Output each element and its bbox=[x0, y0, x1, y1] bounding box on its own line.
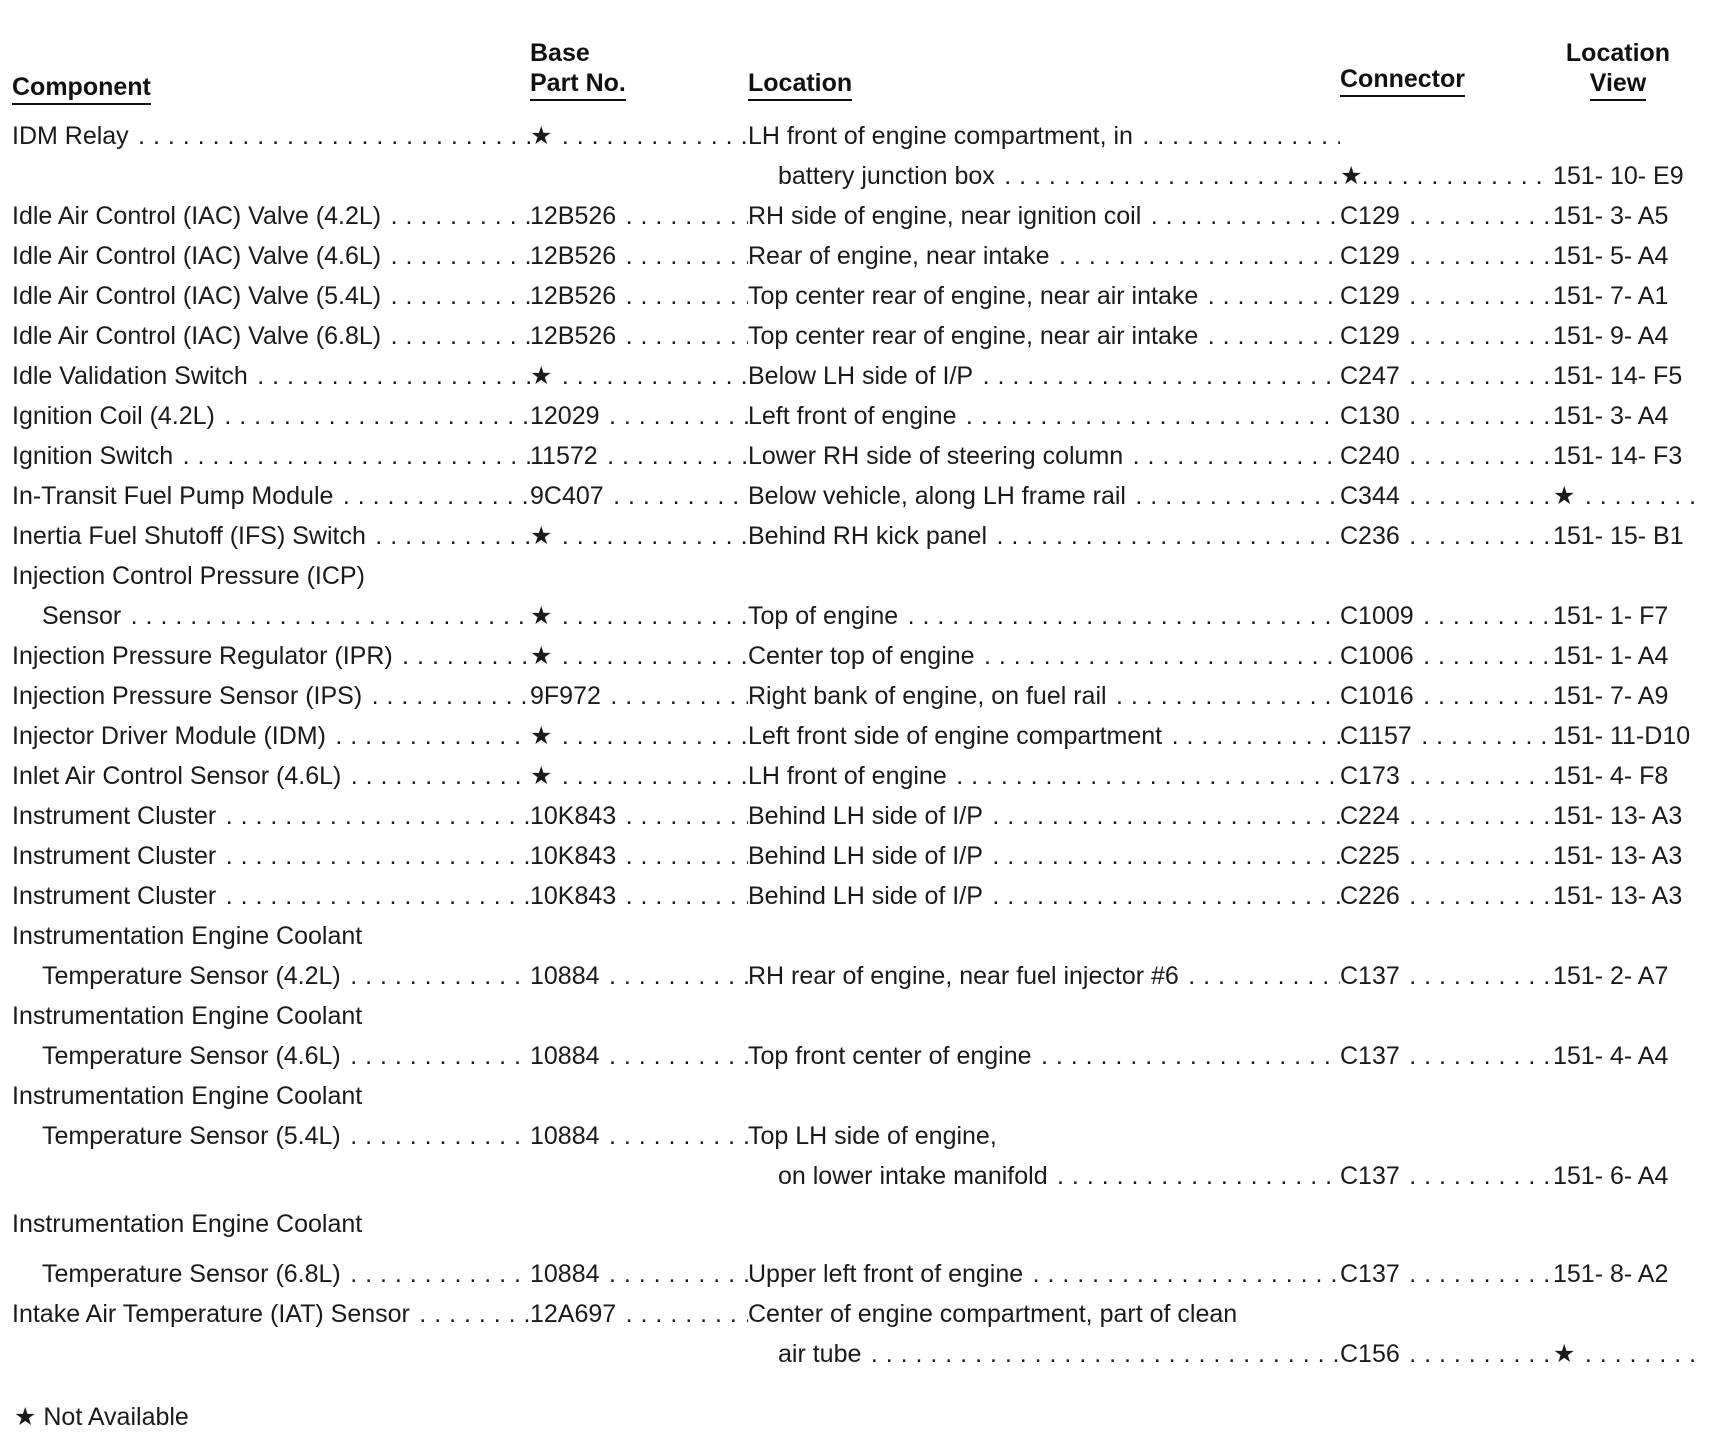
location-cell bbox=[748, 476, 1340, 516]
component-cell-text: Instrument Cluster bbox=[12, 842, 217, 870]
connector-cell-text: C226 bbox=[1340, 882, 1400, 910]
part-number-cell-text: ★ bbox=[530, 642, 553, 670]
location-cell bbox=[748, 1254, 1340, 1294]
table-row bbox=[0, 556, 1710, 596]
location-cell bbox=[748, 1156, 1370, 1196]
location-view-cell-text: 151- 13- A3 bbox=[1553, 842, 1683, 870]
component-cell bbox=[12, 436, 530, 476]
table-row bbox=[0, 1294, 1710, 1334]
part-number-cell-text: 10K843 bbox=[530, 842, 617, 870]
part-number-cell bbox=[530, 516, 748, 556]
location-view-cell bbox=[1553, 196, 1703, 236]
component-cell bbox=[12, 1254, 560, 1294]
header-part-line1: Base bbox=[530, 39, 590, 67]
location-cell bbox=[748, 156, 1370, 196]
location-cell bbox=[748, 516, 1340, 556]
part-number-cell bbox=[530, 476, 748, 516]
connector-cell-text: C240 bbox=[1340, 442, 1400, 470]
component-cell-text: Temperature Sensor (6.8L) bbox=[42, 1260, 341, 1288]
connector-cell bbox=[1340, 836, 1548, 876]
table-row bbox=[0, 596, 1710, 636]
connector-cell-text: C129 bbox=[1340, 202, 1400, 230]
table-row bbox=[0, 716, 1710, 756]
component-cell-text: Instrumentation Engine Coolant bbox=[12, 1082, 363, 1110]
location-view-cell-text: 151- 3- A4 bbox=[1553, 402, 1669, 430]
location-view-cell-text: 151- 4- F8 bbox=[1553, 762, 1669, 790]
table-row bbox=[0, 996, 1710, 1036]
part-number-cell bbox=[530, 756, 748, 796]
component-cell bbox=[12, 316, 530, 356]
part-number-cell bbox=[530, 196, 748, 236]
part-number-cell-text: ★ bbox=[530, 762, 553, 790]
component-cell bbox=[12, 956, 560, 996]
connector-cell-text: C137 bbox=[1340, 1042, 1400, 1070]
location-cell bbox=[748, 756, 1340, 796]
table-row bbox=[0, 796, 1710, 836]
table-row bbox=[0, 156, 1710, 196]
component-cell-text: Temperature Sensor (4.2L) bbox=[42, 962, 341, 990]
location-cell-text: Behind LH side of I/P bbox=[748, 842, 983, 870]
connector-cell bbox=[1340, 756, 1548, 796]
location-view-cell bbox=[1553, 636, 1703, 676]
part-number-cell bbox=[530, 676, 748, 716]
component-cell bbox=[12, 876, 530, 916]
component-cell-text: Inlet Air Control Sensor (4.6L) bbox=[12, 762, 342, 790]
location-cell bbox=[748, 596, 1340, 636]
location-cell-text: Behind RH kick panel bbox=[748, 522, 988, 550]
location-cell bbox=[748, 836, 1340, 876]
location-cell bbox=[748, 636, 1340, 676]
table-row bbox=[0, 276, 1710, 316]
part-number-cell-text: 9C407 bbox=[530, 482, 604, 510]
component-cell bbox=[12, 716, 530, 756]
component-cell-text: Instrument Cluster bbox=[12, 802, 217, 830]
connector-cell-text: C129 bbox=[1340, 242, 1400, 270]
connector-cell-text: C247 bbox=[1340, 362, 1400, 390]
location-cell bbox=[748, 1294, 1340, 1334]
part-number-cell-text: 12029 bbox=[530, 402, 600, 430]
component-cell bbox=[12, 356, 530, 396]
part-number-cell bbox=[530, 1294, 748, 1334]
location-view-cell-text: 151- 14- F5 bbox=[1553, 362, 1683, 390]
location-cell-text: Behind LH side of I/P bbox=[748, 882, 983, 910]
location-cell bbox=[748, 876, 1340, 916]
connector-cell bbox=[1340, 196, 1548, 236]
component-cell bbox=[12, 276, 530, 316]
part-number-cell-text: 9F972 bbox=[530, 682, 601, 710]
location-view-cell-text: ★ bbox=[1553, 482, 1576, 510]
location-cell bbox=[748, 1116, 1340, 1156]
connector-cell bbox=[1340, 1334, 1548, 1374]
table-row bbox=[0, 1036, 1710, 1076]
location-view-cell-text: 151- 7- A1 bbox=[1553, 282, 1669, 310]
location-view-cell bbox=[1553, 236, 1703, 276]
connector-cell bbox=[1340, 156, 1548, 196]
location-view-cell bbox=[1553, 1036, 1703, 1076]
component-cell bbox=[12, 556, 530, 596]
component-cell bbox=[12, 756, 530, 796]
component-cell bbox=[12, 916, 530, 956]
part-number-cell-text: 10884 bbox=[530, 962, 600, 990]
connector-cell bbox=[1340, 316, 1548, 356]
part-number-cell-text: 10884 bbox=[530, 1122, 600, 1150]
part-number-cell bbox=[530, 116, 748, 156]
table-row bbox=[0, 396, 1710, 436]
table-row bbox=[0, 476, 1710, 516]
location-view-cell bbox=[1553, 796, 1703, 836]
component-cell bbox=[12, 116, 530, 156]
part-number-cell-text: 12A697 bbox=[530, 1300, 617, 1328]
location-view-cell bbox=[1553, 436, 1703, 476]
location-view-cell-text: 151- 14- F3 bbox=[1553, 442, 1683, 470]
location-view-cell bbox=[1553, 316, 1703, 356]
component-cell-text: Inertia Fuel Shutoff (IFS) Switch bbox=[12, 522, 366, 550]
connector-cell bbox=[1340, 676, 1548, 716]
part-number-cell bbox=[530, 436, 748, 476]
location-cell-text: LH front of engine bbox=[748, 762, 947, 790]
location-view-cell-text: 151- 5- A4 bbox=[1553, 242, 1669, 270]
part-number-cell bbox=[530, 596, 748, 636]
connector-cell-text: C1016 bbox=[1340, 682, 1414, 710]
connector-cell-text: C156 bbox=[1340, 1340, 1400, 1368]
component-cell bbox=[12, 996, 530, 1036]
location-cell-text: Right bank of engine, on fuel rail bbox=[748, 682, 1107, 710]
location-view-cell-text: 151- 11-D10 bbox=[1553, 722, 1691, 750]
connector-cell-text: C344 bbox=[1340, 482, 1400, 510]
location-cell bbox=[748, 316, 1340, 356]
part-number-cell-text: ★ bbox=[530, 722, 553, 750]
component-cell bbox=[12, 676, 530, 716]
component-cell bbox=[12, 1076, 530, 1116]
location-cell bbox=[748, 116, 1340, 156]
location-cell bbox=[748, 396, 1340, 436]
location-view-cell bbox=[1553, 836, 1703, 876]
table-row bbox=[0, 916, 1710, 956]
part-number-cell bbox=[530, 316, 748, 356]
component-cell-text: Idle Validation Switch bbox=[12, 362, 248, 390]
part-number-cell-text: 10K843 bbox=[530, 802, 617, 830]
connector-cell-text: C1006 bbox=[1340, 642, 1414, 670]
location-view-cell bbox=[1553, 756, 1703, 796]
component-cell bbox=[12, 596, 560, 636]
connector-cell bbox=[1340, 1254, 1548, 1294]
connector-cell bbox=[1340, 956, 1548, 996]
connector-cell bbox=[1340, 476, 1548, 516]
table-row bbox=[0, 676, 1710, 716]
location-view-cell bbox=[1553, 716, 1703, 756]
location-view-cell-text: 151- 7- A9 bbox=[1553, 682, 1669, 710]
location-view-cell bbox=[1553, 516, 1703, 556]
part-number-cell bbox=[530, 796, 748, 836]
part-number-cell-text: 10K843 bbox=[530, 882, 617, 910]
header-view-line2: View bbox=[1590, 68, 1647, 101]
connector-cell-text: C225 bbox=[1340, 842, 1400, 870]
connector-cell-text: ★ bbox=[1340, 162, 1363, 190]
location-view-cell bbox=[1553, 1334, 1703, 1374]
component-cell-text: Idle Air Control (IAC) Valve (4.6L) bbox=[12, 242, 382, 270]
location-cell-text: Below LH side of I/P bbox=[748, 362, 974, 390]
connector-cell-text: C173 bbox=[1340, 762, 1400, 790]
component-cell-text: Intake Air Temperature (IAT) Sensor bbox=[12, 1300, 410, 1328]
connector-cell-text: C137 bbox=[1340, 962, 1400, 990]
table-row bbox=[0, 956, 1710, 996]
component-cell bbox=[12, 1294, 530, 1334]
location-view-cell-text: ★ bbox=[1553, 1340, 1576, 1368]
location-view-cell-text: 151- 9- A4 bbox=[1553, 322, 1669, 350]
table-row bbox=[0, 1254, 1710, 1294]
table-row bbox=[0, 1076, 1710, 1116]
connector-cell bbox=[1340, 1156, 1548, 1196]
location-cell bbox=[748, 356, 1340, 396]
location-cell-text: RH side of engine, near ignition coil bbox=[748, 202, 1142, 230]
location-cell-text: Top center rear of engine, near air intake bbox=[748, 282, 1199, 310]
location-cell-text: Top LH side of engine, bbox=[748, 1122, 997, 1150]
location-view-cell bbox=[1553, 1254, 1703, 1294]
location-view-cell bbox=[1553, 356, 1703, 396]
part-number-cell-text: 11572 bbox=[530, 442, 598, 470]
component-cell bbox=[12, 1116, 560, 1156]
connector-cell bbox=[1340, 636, 1548, 676]
connector-cell-text: C224 bbox=[1340, 802, 1400, 830]
table-row bbox=[0, 236, 1710, 276]
table-row bbox=[0, 1334, 1710, 1374]
header-part-line2: Part No. bbox=[530, 68, 626, 101]
location-cell-text: Behind LH side of I/P bbox=[748, 802, 983, 830]
connector-cell-text: C1009 bbox=[1340, 602, 1414, 630]
component-cell-text: Sensor bbox=[42, 602, 122, 630]
part-number-cell bbox=[530, 1116, 748, 1156]
connector-cell bbox=[1340, 276, 1548, 316]
location-cell-text: Below vehicle, along LH frame rail bbox=[748, 482, 1126, 510]
location-cell-text: Top center rear of engine, near air intake bbox=[748, 322, 1199, 350]
component-cell bbox=[12, 836, 530, 876]
location-view-cell-text: 151- 1- F7 bbox=[1553, 602, 1669, 630]
location-cell-text: air tube bbox=[778, 1340, 862, 1368]
location-cell-text: Center of engine compartment, part of clean bbox=[748, 1300, 1238, 1328]
location-view-cell-text: 151- 3- A5 bbox=[1553, 202, 1669, 230]
part-number-cell-text: ★ bbox=[530, 602, 553, 630]
location-cell-text: RH rear of engine, near fuel injector #6 bbox=[748, 962, 1179, 990]
component-cell-text: Idle Air Control (IAC) Valve (5.4L) bbox=[12, 282, 382, 310]
connector-cell-text: C129 bbox=[1340, 322, 1400, 350]
location-cell-text: Left front of engine bbox=[748, 402, 957, 430]
location-cell bbox=[748, 196, 1340, 236]
connector-cell-text: C137 bbox=[1340, 1260, 1400, 1288]
component-cell-text: IDM Relay bbox=[12, 122, 129, 150]
part-number-cell bbox=[530, 396, 748, 436]
component-cell-text: Injector Driver Module (IDM) bbox=[12, 722, 326, 750]
location-cell bbox=[748, 236, 1340, 276]
location-cell-text: Rear of engine, near intake bbox=[748, 242, 1050, 270]
component-cell-text: Instrumentation Engine Coolant bbox=[12, 1210, 363, 1238]
location-view-cell bbox=[1553, 1156, 1703, 1196]
location-view-cell bbox=[1553, 156, 1703, 196]
connector-cell bbox=[1340, 596, 1548, 636]
location-cell bbox=[748, 796, 1340, 836]
part-number-cell-text: 10884 bbox=[530, 1260, 600, 1288]
table-row bbox=[0, 516, 1710, 556]
component-cell-text: Temperature Sensor (5.4L) bbox=[42, 1122, 341, 1150]
table-row bbox=[0, 1204, 1710, 1244]
location-cell-text: Left front side of engine compartment bbox=[748, 722, 1163, 750]
part-number-cell bbox=[530, 956, 748, 996]
part-number-cell-text: 12B526 bbox=[530, 242, 617, 270]
component-cell bbox=[12, 1036, 560, 1076]
table-row bbox=[0, 636, 1710, 676]
part-number-cell bbox=[530, 1254, 748, 1294]
location-cell-text: Center top of engine bbox=[748, 642, 975, 670]
location-cell-text: Top of engine bbox=[748, 602, 899, 630]
part-number-cell bbox=[530, 356, 748, 396]
connector-cell bbox=[1340, 236, 1548, 276]
table-row bbox=[0, 196, 1710, 236]
component-cell bbox=[12, 396, 530, 436]
component-cell bbox=[12, 476, 530, 516]
table-row bbox=[0, 1156, 1710, 1196]
part-number-cell-text: 10884 bbox=[530, 1042, 600, 1070]
part-number-cell-text: 12B526 bbox=[530, 282, 617, 310]
component-cell-text: Ignition Coil (4.2L) bbox=[12, 402, 215, 430]
location-view-cell bbox=[1553, 596, 1703, 636]
location-cell-text: LH front of engine compartment, in bbox=[748, 122, 1133, 150]
component-cell-text: Injection Pressure Regulator (IPR) bbox=[12, 642, 393, 670]
component-cell-text: Instrumentation Engine Coolant bbox=[12, 1002, 363, 1030]
header-location-label: Location bbox=[748, 68, 852, 101]
location-view-cell bbox=[1553, 276, 1703, 316]
location-view-cell-text: 151- 13- A3 bbox=[1553, 882, 1683, 910]
component-cell-text: Instrumentation Engine Coolant bbox=[12, 922, 363, 950]
part-number-cell bbox=[530, 716, 748, 756]
table-row bbox=[0, 876, 1710, 916]
connector-cell bbox=[1340, 396, 1548, 436]
part-number-cell bbox=[530, 276, 748, 316]
location-view-cell-text: 151- 15- B1 bbox=[1553, 522, 1684, 550]
table-row bbox=[0, 316, 1710, 356]
table-row bbox=[0, 436, 1710, 476]
location-view-cell bbox=[1553, 876, 1703, 916]
component-cell-text: Temperature Sensor (4.6L) bbox=[42, 1042, 341, 1070]
connector-cell-text: C130 bbox=[1340, 402, 1400, 430]
connector-cell-text: C236 bbox=[1340, 522, 1400, 550]
location-view-cell-text: 151- 8- A2 bbox=[1553, 1260, 1669, 1288]
table-row bbox=[0, 356, 1710, 396]
location-cell-text: Top front center of engine bbox=[748, 1042, 1032, 1070]
header-view-line1: Location bbox=[1565, 39, 1671, 67]
component-cell bbox=[12, 1204, 530, 1244]
location-cell-text: Upper left front of engine bbox=[748, 1260, 1024, 1288]
table-row bbox=[0, 756, 1710, 796]
component-cell-text: Ignition Switch bbox=[12, 442, 174, 470]
connector-cell-text: C129 bbox=[1340, 282, 1400, 310]
component-cell-text: Idle Air Control (IAC) Valve (6.8L) bbox=[12, 322, 382, 350]
component-cell bbox=[12, 236, 530, 276]
location-cell bbox=[748, 436, 1340, 476]
part-number-cell-text: 12B526 bbox=[530, 322, 617, 350]
component-cell-text: Idle Air Control (IAC) Valve (4.2L) bbox=[12, 202, 382, 230]
connector-cell-text: C137 bbox=[1340, 1162, 1400, 1190]
part-number-cell bbox=[530, 876, 748, 916]
part-number-cell bbox=[530, 836, 748, 876]
part-number-cell-text: ★ bbox=[530, 122, 553, 150]
location-view-cell-text: 151- 13- A3 bbox=[1553, 802, 1683, 830]
connector-cell bbox=[1340, 796, 1548, 836]
component-cell-text: Injection Pressure Sensor (IPS) bbox=[12, 682, 363, 710]
location-view-cell-text: 151- 2- A7 bbox=[1553, 962, 1669, 990]
header-component-label: Component bbox=[12, 72, 151, 105]
location-view-cell bbox=[1553, 676, 1703, 716]
connector-cell bbox=[1340, 716, 1548, 756]
location-view-cell bbox=[1553, 396, 1703, 436]
connector-cell bbox=[1340, 356, 1548, 396]
part-number-cell-text: 12B526 bbox=[530, 202, 617, 230]
connector-cell bbox=[1340, 516, 1548, 556]
location-cell bbox=[748, 676, 1340, 716]
component-cell bbox=[12, 636, 530, 676]
connector-cell bbox=[1340, 1036, 1548, 1076]
part-number-cell bbox=[530, 236, 748, 276]
connector-cell bbox=[1340, 436, 1548, 476]
location-cell-text: Lower RH side of steering column bbox=[748, 442, 1124, 470]
component-cell-text: Instrument Cluster bbox=[12, 882, 217, 910]
location-cell bbox=[748, 1036, 1340, 1076]
part-number-cell bbox=[530, 1036, 748, 1076]
table-row bbox=[0, 1116, 1710, 1156]
location-view-cell bbox=[1553, 476, 1703, 516]
part-number-cell-text: ★ bbox=[530, 522, 553, 550]
location-view-cell-text: 151- 10- E9 bbox=[1553, 162, 1684, 190]
component-cell bbox=[12, 796, 530, 836]
header-connector-label: Connector bbox=[1340, 64, 1465, 97]
footnote-not-available: ★ Not Available bbox=[14, 1403, 189, 1431]
table-row bbox=[0, 116, 1710, 156]
location-view-cell-text: 151- 6- A4 bbox=[1553, 1162, 1669, 1190]
component-cell bbox=[12, 196, 530, 236]
connector-cell bbox=[1340, 876, 1548, 916]
location-cell-text: battery junction box bbox=[778, 162, 995, 190]
location-cell bbox=[748, 956, 1340, 996]
component-cell-text: Injection Control Pressure (ICP) bbox=[12, 562, 365, 590]
location-view-cell-text: 151- 1- A4 bbox=[1553, 642, 1669, 670]
component-cell bbox=[12, 516, 530, 556]
location-cell bbox=[748, 1334, 1370, 1374]
location-cell bbox=[748, 716, 1340, 756]
component-cell-text: In-Transit Fuel Pump Module bbox=[12, 482, 334, 510]
connector-cell-text: C1157 bbox=[1340, 722, 1412, 750]
part-number-cell-text: ★ bbox=[530, 362, 553, 390]
location-cell-text: on lower intake manifold bbox=[778, 1162, 1048, 1190]
location-view-cell bbox=[1553, 956, 1703, 996]
location-view-cell-text: 151- 4- A4 bbox=[1553, 1042, 1669, 1070]
location-cell bbox=[748, 276, 1340, 316]
part-number-cell bbox=[530, 636, 748, 676]
table-row bbox=[0, 836, 1710, 876]
